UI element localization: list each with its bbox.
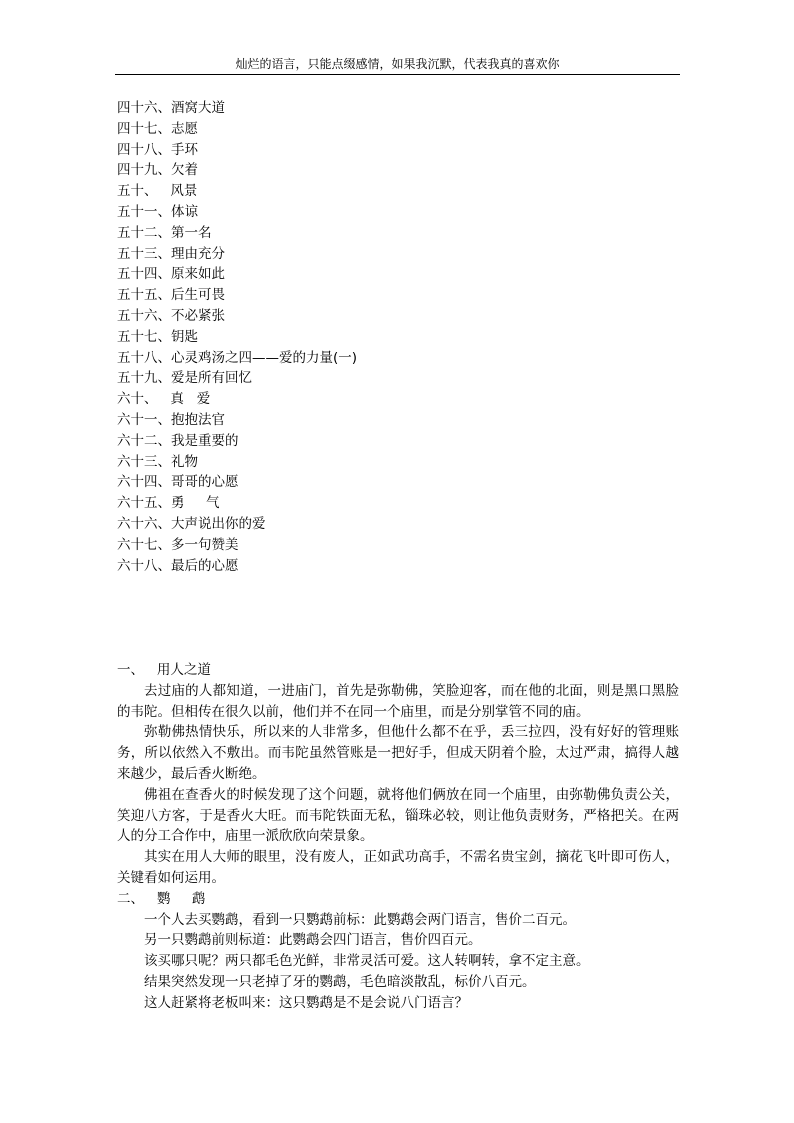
paragraph: 另一只鹦鹉前则标道：此鹦鹉会四门语言，售价四百元。 [144,932,482,949]
toc-item: 四十九、欠着 [117,162,198,179]
toc-item: 六十七、多一句赞美 [117,536,239,553]
toc-item: 五十、 风景 [117,183,198,200]
toc-item: 五十八、心灵鸡汤之四——爱的力量(一) [117,349,358,366]
section-management [117,660,679,889]
toc-item: 四十六、酒窝大道 [117,100,225,116]
section-parrot [117,889,679,1014]
toc-item: 四十七、志愿 [117,120,198,137]
toc-item: 四十八、手环 [117,141,198,158]
toc-item: 五十七、钥匙 [117,328,198,345]
document-body [117,660,679,1014]
toc-item: 五十一、体谅 [117,203,198,220]
table-of-contents [117,98,677,576]
paragraph: 结果突然发现一只老掉了牙的鹦鹉，毛色暗淡散乱，标价八百元。 [144,973,536,990]
toc-item: 六十二、我是重要的 [117,432,239,449]
toc-item: 六十、 真 爱 [117,391,211,408]
toc-item: 五十三、理由充分 [117,245,225,262]
paragraph: 其实在用人大师的眼里，没有废人，正如武功高手，不需名贵宝剑，摘花飞叶即可伤人，关键看如何运用。 [117,849,679,886]
toc-item: 六十五、勇 气 [117,495,220,512]
toc-item: 六十三、礼物 [117,453,198,470]
toc-item: 六十四、哥哥的心愿 [117,474,239,491]
toc-item: 五十六、不必紧张 [117,307,225,324]
paragraph: 一个人去买鹦鹉，看到一只鹦鹉前标：此鹦鹉会两门语言，售价二百元。 [144,911,576,928]
page-header: 灿烂的语言，只能点缀感情，如果我沉默，代表我真的喜欢你 [115,55,680,75]
paragraph: 这人赶紧将老板叫来：这只鹦鹉是不是会说八门语言？ [144,994,468,1011]
toc-item: 五十二、第一名 [117,224,212,241]
paragraph: 弥勒佛热情快乐，所以来的人非常多，但他什么都不在乎，丢三拉四，没有好好的管理账务，所以依然入不敷出。而韦陀虽然管账是一把好手，但成天阴着个脸，太过严肃，搞得人越来越少，最后香火断绝。 [117,724,679,782]
paragraph: 佛祖在查香火的时候发现了这个问题，就将他们俩放在同一个庙里，由弥勒佛负责公关，笑迎八方客，于是香火大旺。而韦陀铁面无私，锱珠必较，则让他负责财务，严格把关。在两人的分工合作中，庙里一派欣欣向荣景象。 [117,786,679,845]
toc-item: 六十六、大声说出你的爱 [117,515,266,532]
toc-item: 五十九、爱是所有回忆 [117,370,252,387]
toc-item: 六十一、抱抱法官 [117,411,225,428]
section-heading: 二、 鹦 鹉 [117,890,206,907]
paragraph: 该买哪只呢？两只都毛色光鲜，非常灵活可爱。这人转啊转，拿不定主意。 [144,953,590,970]
paragraph: 去过庙的人都知道，一进庙门，首先是弥勒佛，笑脸迎客，而在他的北面，则是黑口黑脸的韦陀。但相传在很久以前，他们并不在同一个庙里，而是分别掌管不同的庙。 [117,682,679,720]
toc-item: 六十八、最后的心愿 [117,557,239,574]
toc-item: 五十四、原来如此 [117,266,225,283]
toc-item: 五十五、后生可畏 [117,287,225,304]
section-heading: 一、 用人之道 [117,662,211,678]
